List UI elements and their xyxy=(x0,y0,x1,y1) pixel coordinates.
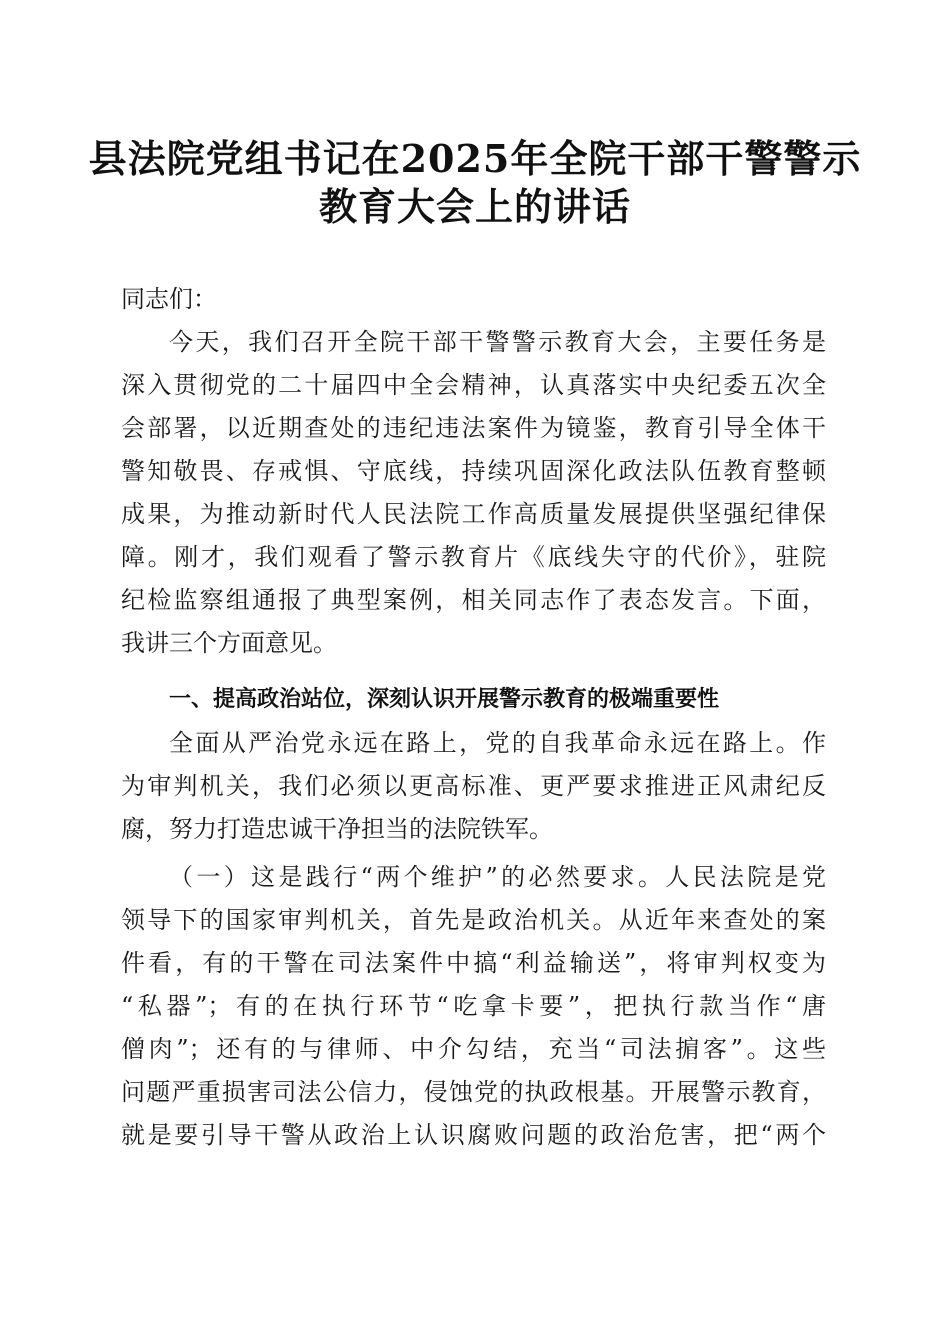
paragraph-1-line-7: 纪检监察组通报了典型案例，相关同志作了表态发言。下面， xyxy=(121,586,826,614)
paragraph-1-line-2: 深入贯彻党的二十届四中全会精神，认真落实中央纪委五次全 xyxy=(121,371,826,399)
paragraph-2-line-2: 为审判机关，我们必须以更高标准、更严要求推进正风肃纪反 xyxy=(121,772,826,800)
paragraph-1-line-6: 障。刚才，我们观看了警示教育片《底线失守的代价》，驻院 xyxy=(121,543,826,571)
paragraph-3-line-1: （一）这是践行“两个维护”的必然要求。人民法院是党 xyxy=(169,863,826,891)
salutation: 同志们： xyxy=(121,285,217,313)
paragraph-3-line-5: 僧肉”；还有的与律师、中介勾结，充当“司法掮客”。这些 xyxy=(121,1035,826,1063)
document-title-line-2: 教育大会上的讲话 xyxy=(318,184,631,229)
document-title-line-1: 县法院党组书记在2025年全院干部干警警示 xyxy=(88,136,862,181)
paragraph-1-line-8: 我讲三个方面意见。 xyxy=(121,629,337,657)
paragraph-1-line-1: 今天，我们召开全院干部干警警示教育大会，主要任务是 xyxy=(169,328,826,356)
paragraph-1-line-3: 会部署，以近期查处的违纪违法案件为镜鉴，教育引导全体干 xyxy=(121,414,826,442)
paragraph-3-line-3: 件看，有的干警在司法案件中搞“利益输送”，将审判权变为 xyxy=(121,949,826,977)
paragraph-3-line-2: 领导下的国家审判机关，首先是政治机关。从近年来查处的案 xyxy=(121,906,826,934)
paragraph-3-line-4: “私器”；有的在执行环节“吃拿卡要”，把执行款当作“唐 xyxy=(121,992,826,1020)
paragraph-1-line-5: 成果，为推动新时代人民法院工作高质量发展提供坚强纪律保 xyxy=(121,500,826,528)
paragraph-3-line-6: 问题严重损害司法公信力，侵蚀党的执政根基。开展警示教育， xyxy=(121,1078,826,1106)
paragraph-3-line-7: 就是要引导干警从政治上认识腐败问题的政治危害，把“两个 xyxy=(121,1121,826,1149)
paragraph-2-line-3: 腐，努力打造忠诚干净担当的法院铁军。 xyxy=(121,815,553,843)
paragraph-1-line-4: 警知敬畏、存戒惧、守底线，持续巩固深化政法队伍教育整顿 xyxy=(121,457,826,485)
paragraph-2-line-1: 全面从严治党永远在路上，党的自我革命永远在路上。作 xyxy=(169,729,826,757)
section-1-heading: 一、提高政治站位，深刻认识开展警示教育的极端重要性 xyxy=(169,687,720,712)
